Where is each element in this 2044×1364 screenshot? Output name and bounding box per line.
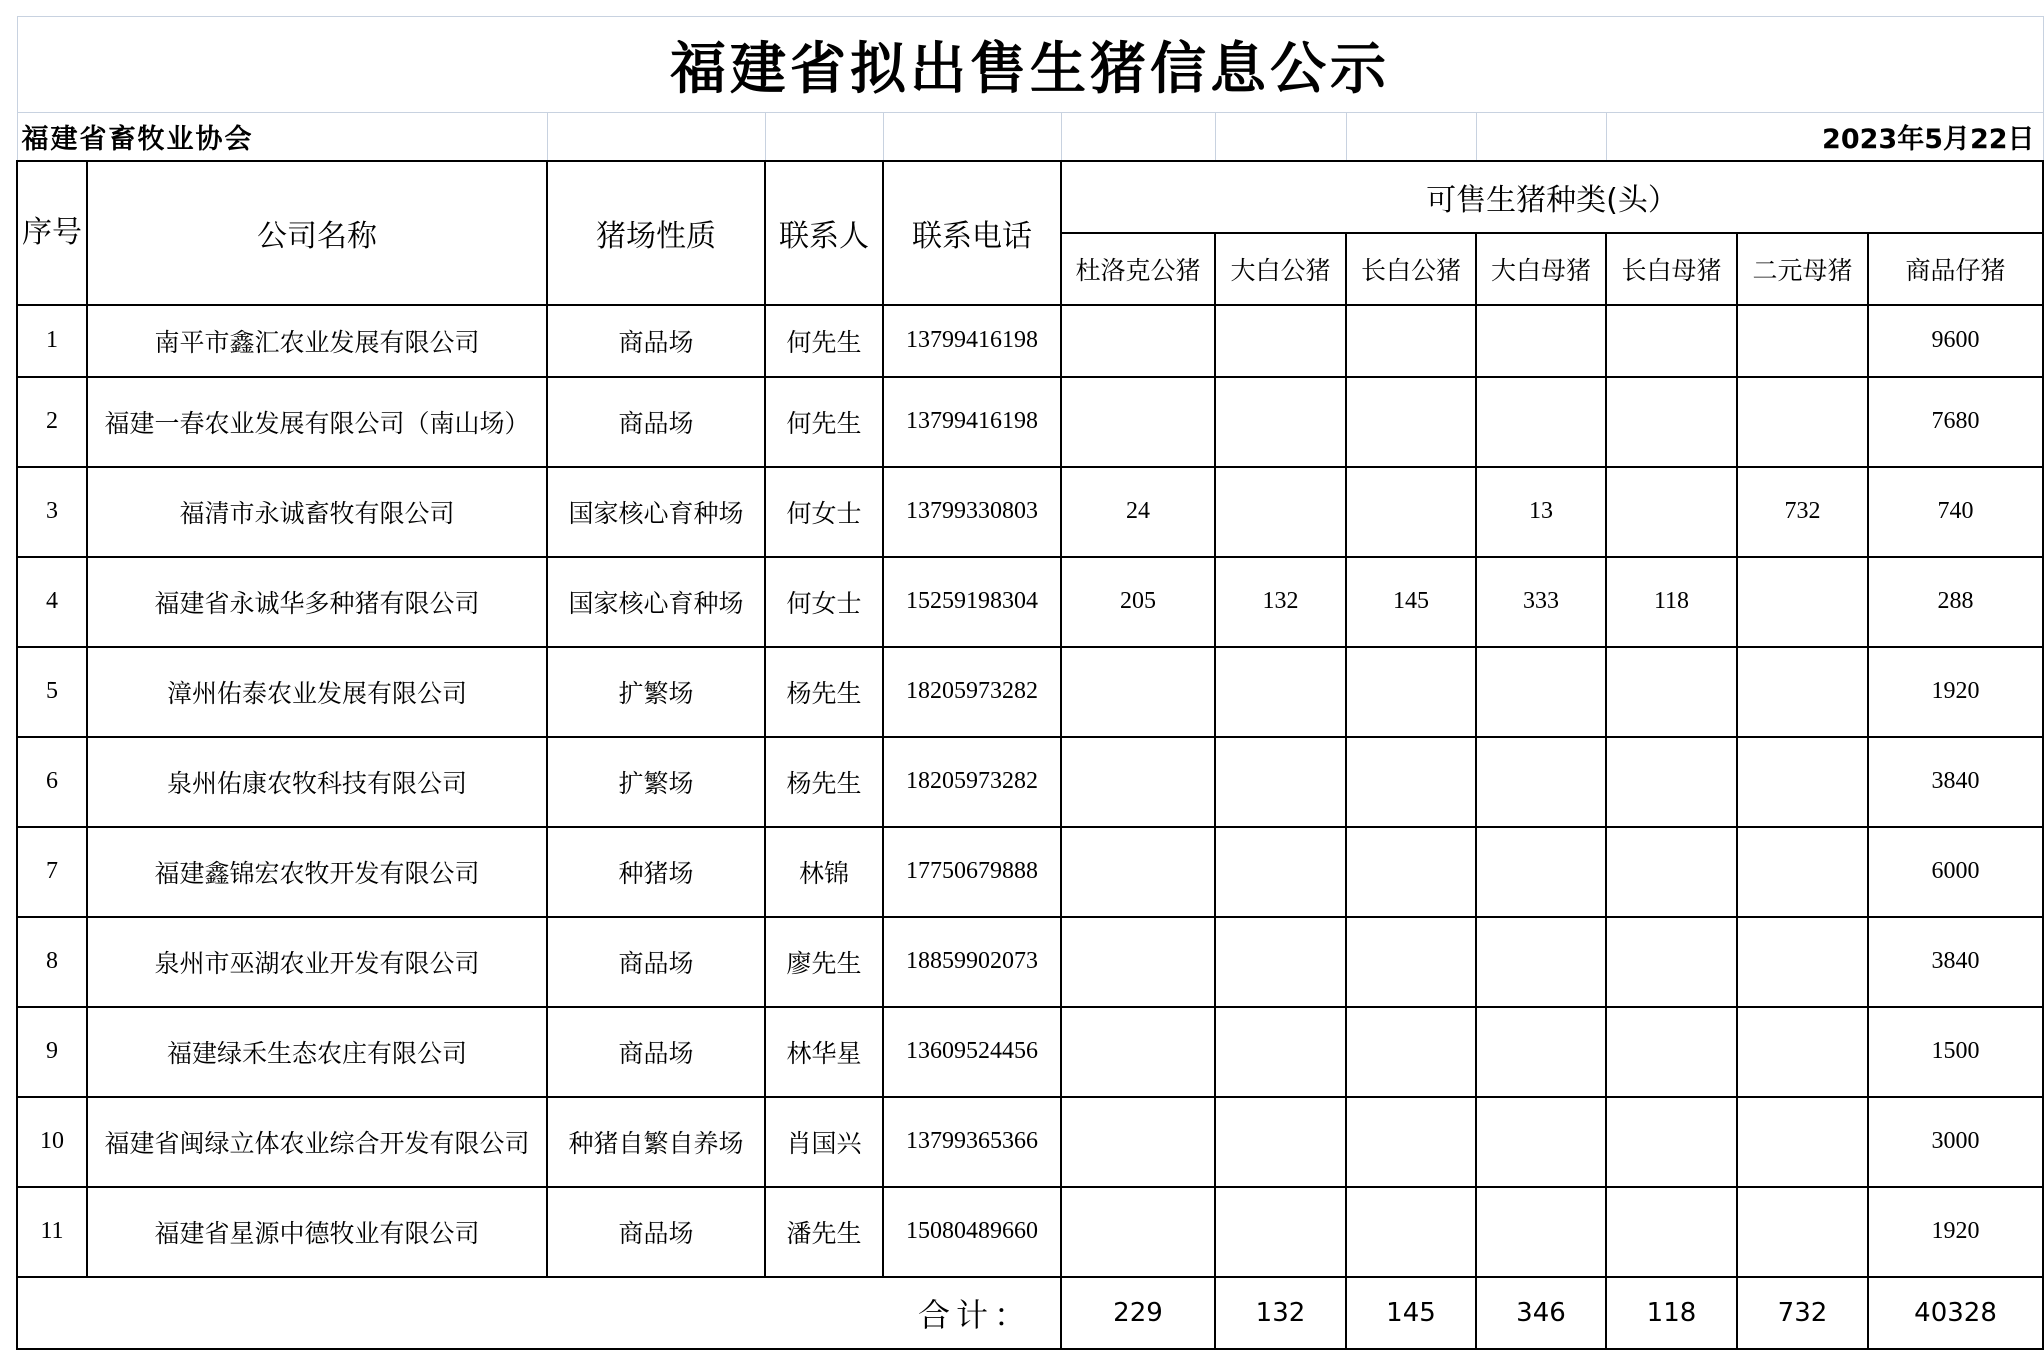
row-count <box>1215 1187 1346 1277</box>
total-label: 合计： <box>17 1277 1061 1349</box>
row-contact: 何先生 <box>765 377 883 467</box>
header-company: 公司名称 <box>87 161 547 305</box>
row-contact: 何女士 <box>765 557 883 647</box>
row-farm-type: 商品场 <box>547 1187 765 1277</box>
row-count <box>1737 305 1868 377</box>
row-phone: 18205973282 <box>883 737 1061 827</box>
row-count <box>1346 647 1476 737</box>
row-count <box>1737 1097 1868 1187</box>
row-count <box>1606 917 1737 1007</box>
row-seq: 1 <box>17 305 87 377</box>
row-seq: 5 <box>17 647 87 737</box>
header-category: 商品仔猪 <box>1868 233 2043 305</box>
row-farm-type: 种猪场 <box>547 827 765 917</box>
row-count <box>1737 557 1868 647</box>
organization-name: 福建省畜牧业协会 <box>17 113 547 161</box>
row-count <box>1346 737 1476 827</box>
row-count <box>1061 377 1215 467</box>
table-row <box>17 827 2043 917</box>
row-count <box>1215 1097 1346 1187</box>
row-count <box>1215 467 1346 557</box>
row-contact: 何先生 <box>765 305 883 377</box>
row-contact: 廖先生 <box>765 917 883 1007</box>
row-phone: 17750679888 <box>883 827 1061 917</box>
row-count <box>1061 737 1215 827</box>
row-count: 24 <box>1061 467 1215 557</box>
row-company: 福建鑫锦宏农牧开发有限公司 <box>87 827 547 917</box>
row-count <box>1215 647 1346 737</box>
row-count <box>1346 1187 1476 1277</box>
row-count <box>1215 737 1346 827</box>
row-count: 118 <box>1606 557 1737 647</box>
row-count <box>1346 305 1476 377</box>
row-count: 1920 <box>1868 647 2043 737</box>
row-count <box>1215 377 1346 467</box>
header-category-group: 可售生猪种类(头） <box>1061 161 2043 233</box>
row-count <box>1737 1007 1868 1097</box>
row-farm-type: 商品场 <box>547 305 765 377</box>
row-company: 福建省永诚华多种猪有限公司 <box>87 557 547 647</box>
row-phone: 13799330803 <box>883 467 1061 557</box>
row-phone: 13799416198 <box>883 377 1061 467</box>
header-category: 大白母猪 <box>1476 233 1606 305</box>
header-category: 长白公猪 <box>1346 233 1476 305</box>
row-count <box>1606 1187 1737 1277</box>
row-count <box>1606 305 1737 377</box>
row-count <box>1606 1097 1737 1187</box>
row-phone: 15259198304 <box>883 557 1061 647</box>
row-contact: 肖国兴 <box>765 1097 883 1187</box>
row-seq: 2 <box>17 377 87 467</box>
row-count <box>1061 1187 1215 1277</box>
table-row <box>17 1187 2043 1277</box>
row-seq: 6 <box>17 737 87 827</box>
row-count <box>1346 1097 1476 1187</box>
row-count <box>1061 917 1215 1007</box>
total-value: 132 <box>1215 1277 1346 1349</box>
pig-sale-table <box>16 16 2044 1350</box>
row-seq: 3 <box>17 467 87 557</box>
total-value: 229 <box>1061 1277 1215 1349</box>
row-company: 漳州佑泰农业发展有限公司 <box>87 647 547 737</box>
row-count <box>1606 377 1737 467</box>
table-row <box>17 305 2043 377</box>
row-count: 333 <box>1476 557 1606 647</box>
total-row <box>17 1277 2043 1349</box>
row-count: 145 <box>1346 557 1476 647</box>
row-count: 3000 <box>1868 1097 2043 1187</box>
row-count <box>1061 305 1215 377</box>
row-phone: 18205973282 <box>883 647 1061 737</box>
row-farm-type: 扩繁场 <box>547 737 765 827</box>
row-contact: 林华星 <box>765 1007 883 1097</box>
row-count <box>1346 917 1476 1007</box>
header-farm-type: 猪场性质 <box>547 161 765 305</box>
row-count <box>1737 377 1868 467</box>
row-count <box>1737 827 1868 917</box>
publish-date: 2023年5月22日 <box>1606 113 2043 161</box>
row-count <box>1061 1097 1215 1187</box>
total-value: 40328 <box>1868 1277 2043 1349</box>
row-count: 288 <box>1868 557 2043 647</box>
row-count <box>1606 647 1737 737</box>
row-seq: 9 <box>17 1007 87 1097</box>
table-row <box>17 467 2043 557</box>
row-seq: 10 <box>17 1097 87 1187</box>
total-value: 732 <box>1737 1277 1868 1349</box>
row-contact: 潘先生 <box>765 1187 883 1277</box>
table-row <box>17 1007 2043 1097</box>
row-count <box>1215 305 1346 377</box>
table-row <box>17 647 2043 737</box>
total-value: 118 <box>1606 1277 1737 1349</box>
row-count: 13 <box>1476 467 1606 557</box>
row-phone: 13609524456 <box>883 1007 1061 1097</box>
total-value: 145 <box>1346 1277 1476 1349</box>
row-phone: 13799365366 <box>883 1097 1061 1187</box>
row-count: 6000 <box>1868 827 2043 917</box>
row-company: 福建绿禾生态农庄有限公司 <box>87 1007 547 1097</box>
table-row <box>17 1097 2043 1187</box>
row-count <box>1476 1007 1606 1097</box>
header-category: 长白母猪 <box>1606 233 1737 305</box>
row-count <box>1476 1187 1606 1277</box>
row-contact: 杨先生 <box>765 647 883 737</box>
row-count <box>1215 1007 1346 1097</box>
row-phone: 13799416198 <box>883 305 1061 377</box>
row-count <box>1061 827 1215 917</box>
sheet-title: 福建省拟出售生猪信息公示 <box>17 17 2043 113</box>
row-company: 泉州市巫湖农业开发有限公司 <box>87 917 547 1007</box>
row-count <box>1737 1187 1868 1277</box>
row-farm-type: 国家核心育种场 <box>547 467 765 557</box>
row-seq: 8 <box>17 917 87 1007</box>
header-seq: 序号 <box>17 161 87 305</box>
row-seq: 4 <box>17 557 87 647</box>
row-count <box>1061 647 1215 737</box>
row-count <box>1737 647 1868 737</box>
row-company: 泉州佑康农牧科技有限公司 <box>87 737 547 827</box>
row-contact: 林锦 <box>765 827 883 917</box>
header-contact: 联系人 <box>765 161 883 305</box>
header-category: 大白公猪 <box>1215 233 1346 305</box>
row-count <box>1346 467 1476 557</box>
header-phone: 联系电话 <box>883 161 1061 305</box>
row-phone: 15080489660 <box>883 1187 1061 1277</box>
row-company: 福清市永诚畜牧有限公司 <box>87 467 547 557</box>
table-row <box>17 917 2043 1007</box>
row-count <box>1346 827 1476 917</box>
row-count <box>1606 737 1737 827</box>
header-category: 二元母猪 <box>1737 233 1868 305</box>
row-count <box>1476 305 1606 377</box>
row-seq: 11 <box>17 1187 87 1277</box>
row-company: 福建省星源中德牧业有限公司 <box>87 1187 547 1277</box>
row-farm-type: 商品场 <box>547 917 765 1007</box>
row-count: 7680 <box>1868 377 2043 467</box>
row-count <box>1476 737 1606 827</box>
row-seq: 7 <box>17 827 87 917</box>
row-company: 福建一春农业发展有限公司（南山场） <box>87 377 547 467</box>
total-value: 346 <box>1476 1277 1606 1349</box>
row-count <box>1606 827 1737 917</box>
row-count: 1920 <box>1868 1187 2043 1277</box>
row-contact: 杨先生 <box>765 737 883 827</box>
row-count: 132 <box>1215 557 1346 647</box>
row-count <box>1346 377 1476 467</box>
row-count: 9600 <box>1868 305 2043 377</box>
row-count <box>1476 827 1606 917</box>
row-phone: 18859902073 <box>883 917 1061 1007</box>
row-count: 1500 <box>1868 1007 2043 1097</box>
row-count <box>1606 1007 1737 1097</box>
row-count: 3840 <box>1868 917 2043 1007</box>
row-count <box>1476 917 1606 1007</box>
row-company: 南平市鑫汇农业发展有限公司 <box>87 305 547 377</box>
row-count: 732 <box>1737 467 1868 557</box>
row-count <box>1476 377 1606 467</box>
row-count <box>1061 1007 1215 1097</box>
table-row <box>17 557 2043 647</box>
row-count <box>1476 647 1606 737</box>
row-company: 福建省闽绿立体农业综合开发有限公司 <box>87 1097 547 1187</box>
row-count <box>1737 917 1868 1007</box>
row-farm-type: 商品场 <box>547 1007 765 1097</box>
row-count <box>1737 737 1868 827</box>
row-count <box>1476 1097 1606 1187</box>
row-count: 205 <box>1061 557 1215 647</box>
row-count <box>1215 827 1346 917</box>
row-farm-type: 扩繁场 <box>547 647 765 737</box>
row-contact: 何女士 <box>765 467 883 557</box>
header-category: 杜洛克公猪 <box>1061 233 1215 305</box>
row-count <box>1606 467 1737 557</box>
row-farm-type: 商品场 <box>547 377 765 467</box>
row-farm-type: 种猪自繁自养场 <box>547 1097 765 1187</box>
table-row <box>17 377 2043 467</box>
table-row <box>17 737 2043 827</box>
row-count <box>1215 917 1346 1007</box>
row-farm-type: 国家核心育种场 <box>547 557 765 647</box>
row-count: 740 <box>1868 467 2043 557</box>
row-count <box>1346 1007 1476 1097</box>
row-count: 3840 <box>1868 737 2043 827</box>
